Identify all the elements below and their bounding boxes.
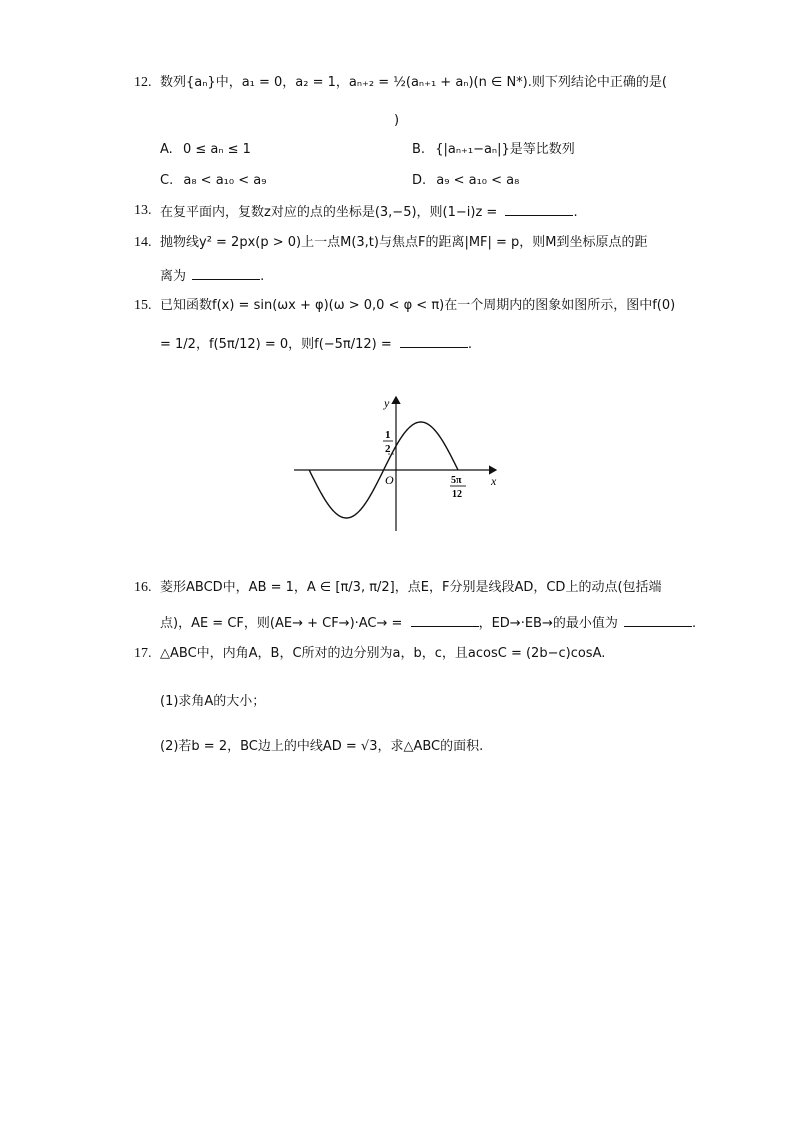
q13-number: 13. [134,203,152,218]
option-label: C. [160,173,174,188]
option-text: 0 ≤ aₙ ≤ 1 [182,142,251,157]
q16-line2b: ，ED→·EB→的最小值为 [478,616,618,631]
q14-number: 14. [134,235,152,250]
q12-option-b[interactable] [412,142,575,158]
q14-line2-text: 离为 [160,269,187,284]
q12-number: 12. [134,75,152,90]
q15-line2-text: = 1/2，f(5π/12) = 0，则f(−5π/12) = [160,337,392,352]
q14-period: . [260,269,265,284]
q14-line2 [160,267,264,285]
q15-line2 [160,335,472,353]
q17-part1: (1)求角A的大小； [160,694,266,709]
option-label: D. [412,173,427,188]
q17-text: △ABC中，内角A，B，C所对的边分别为a，b，c，且acosC = (2b−c)cosA. [160,646,606,661]
q15-period: . [467,337,473,352]
q13-line [160,203,578,221]
q12-option-a[interactable] [160,142,251,158]
q14-line1: 抛物线y² = 2px(p > 0)上一点M(3,t)与焦点F的距离|MF| = p，则M到坐标原点的距 [160,235,648,250]
x-tick-numerator: 5π [451,475,462,486]
option-text: a₉ < a₁₀ < a₈ [436,173,520,188]
y-axis-label: y [384,396,390,410]
q16-line2a: 点)，AE = CF，则(AE→ + CF→)·AC→ = [160,616,403,631]
q16-answer-blank-2[interactable] [624,614,692,627]
q17-number: 17. [134,646,152,661]
q13-answer-blank[interactable] [505,203,573,216]
q12-option-d[interactable] [412,173,519,189]
option-text: a₈ < a₁₀ < a₉ [183,173,267,188]
q14-answer-blank[interactable] [192,267,260,280]
option-label: B. [412,142,426,157]
q12-option-c[interactable] [160,173,266,189]
q13-period: . [573,205,578,220]
y-tick-numerator: 1 [385,429,391,441]
x-tick-denominator: 12 [452,489,462,500]
q16-line1: 菱形ABCD中，AB = 1，A ∈ [π/3, π/2]，点E，F分别是线段AD，CD上的动点(包括端 [160,580,662,595]
origin-label: O [385,473,394,487]
q17-part2: (2)若b = 2，BC边上的中线AD = √3，求△ABC的面积. [160,739,484,754]
q12-text: 数列{aₙ}中，a₁ = 0，a₂ = 1，aₙ₊₂ = ½(aₙ₊₁ + aₙ)(n ∈ N*).则下列结论中正确的是( [160,75,667,90]
x-axis-label: x [491,474,497,488]
q13-text: 在复平面内，复数z对应的点的坐标是(3,−5)，则(1−i)z = [160,205,498,220]
q16-answer-blank-1[interactable] [411,614,479,627]
option-text: {|aₙ₊₁−aₙ|}是等比数列 [435,142,575,157]
q16-number: 16. [134,580,152,595]
y-tick-denominator: 2 [385,443,391,455]
q15-number: 15. [134,298,152,313]
q16-period: . [692,616,697,631]
q15-answer-blank[interactable] [400,335,468,348]
sine-graph [290,393,510,543]
q15-line1: 已知函数f(x) = sin(ωx + φ)(ω > 0,0 < φ < π)在一个周期内的图象如图所示，图中f(0) [160,298,676,313]
q16-line2 [160,614,696,632]
q12-close-paren: ) [394,113,400,128]
option-label: A. [160,142,173,157]
